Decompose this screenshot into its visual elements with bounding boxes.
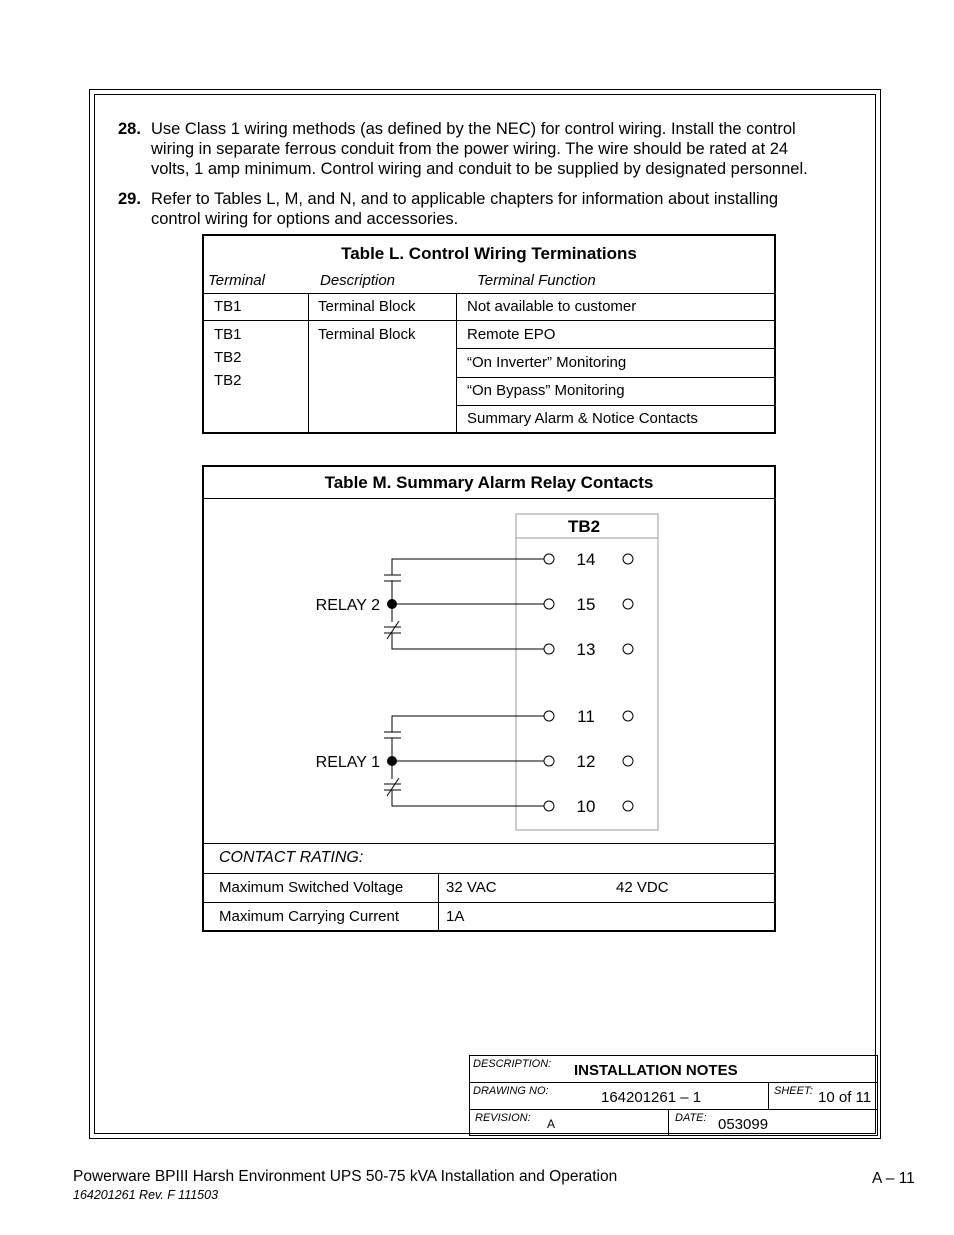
header-terminal: Terminal — [208, 272, 265, 289]
note-line: wiring in separate ferrous conduit from the power wiring. The wire should be rated at 24 — [151, 140, 789, 158]
rating-label: Maximum Switched Voltage — [219, 879, 404, 896]
table-cell: Summary Alarm & Notice Contacts — [467, 410, 698, 427]
header-function: Terminal Function — [477, 272, 596, 289]
divider — [456, 348, 774, 349]
divider — [470, 1109, 877, 1110]
title-block — [469, 1055, 878, 1136]
divider — [204, 293, 774, 294]
revision-label: REVISION: — [475, 1112, 531, 1124]
divider — [470, 1082, 877, 1083]
table-cell: TB1 — [214, 298, 242, 315]
divider — [308, 293, 309, 432]
divider — [204, 320, 774, 321]
table-m-title: Table M. Summary Alarm Relay Contacts — [324, 473, 654, 492]
terminal-left — [544, 711, 554, 721]
divider — [204, 873, 774, 874]
terminal-left — [544, 599, 554, 609]
rating-value: 42 VDC — [616, 879, 669, 896]
sheet-label: SHEET: — [774, 1085, 813, 1097]
tb2-label: TB2 — [567, 517, 601, 536]
divider — [456, 377, 774, 378]
header-description: Description — [320, 272, 396, 289]
table-cell: “On Inverter” Monitoring — [467, 354, 627, 371]
table-l — [202, 234, 776, 434]
note-28 — [118, 119, 858, 179]
relay-1-common-node — [387, 756, 397, 766]
note-line: Use Class 1 wiring methods (as defined by the NEC) for control wiring. Install the control — [151, 120, 796, 138]
contact-rating-label: CONTACT RATING: — [219, 849, 364, 866]
relay-2-label: RELAY 2 — [315, 597, 380, 614]
terminal-right — [623, 554, 633, 564]
date-label: DATE: — [675, 1112, 707, 1124]
revision-value: A — [547, 1117, 556, 1131]
divider — [456, 405, 774, 406]
table-cell: TB2 — [214, 372, 242, 389]
sheet-value: 10 of 11 — [818, 1089, 872, 1106]
terminal-right — [623, 801, 633, 811]
note-line: Refer to Tables L, M, and N, and to applicable chapters for information about installing — [151, 190, 779, 208]
note-line: control wiring for options and accessories. — [151, 210, 459, 228]
terminal-left — [544, 756, 554, 766]
relay-wiring-diagram — [204, 499, 774, 843]
drawing-no-value: 164201261 – 1 — [601, 1089, 702, 1106]
divider — [438, 873, 439, 930]
terminal-right — [623, 644, 633, 654]
description-label: DESCRIPTION: — [473, 1058, 552, 1070]
page-number: A – 11 — [872, 1170, 915, 1187]
divider — [768, 1082, 769, 1109]
terminal-left — [544, 801, 554, 811]
relay-2-common-node — [387, 599, 397, 609]
table-cell: Terminal Block — [318, 298, 416, 315]
footer-title: Powerware BPIII Harsh Environment UPS 50‑75 kVA Installation and Operation — [73, 1168, 618, 1185]
relay-1-nc-wire — [392, 790, 544, 806]
table-cell: TB2 — [214, 349, 242, 366]
terminal-left — [544, 644, 554, 654]
note-line: volts, 1 amp minimum. Control wiring and conduit to be supplied by designated personnel. — [151, 160, 808, 178]
table-l-title: Table L. Control Wiring Terminations — [341, 244, 637, 263]
terminal-number: 10 — [576, 797, 596, 816]
terminal-right — [623, 599, 633, 609]
relay-1-nc-slash — [387, 778, 399, 796]
terminal-left — [544, 554, 554, 564]
terminal-number: 15 — [576, 595, 596, 614]
table-cell: “On Bypass” Monitoring — [467, 382, 625, 399]
footer-doc-number: 164201261 Rev. F 111503 — [73, 1188, 219, 1202]
relay-2-nc-slash — [387, 621, 399, 639]
rating-value: 1A — [446, 908, 465, 925]
relay-2-no-wire — [392, 559, 544, 575]
divider — [204, 902, 774, 903]
relay-1-label: RELAY 1 — [315, 754, 380, 771]
terminal-right — [623, 756, 633, 766]
note-number: 28. — [118, 120, 141, 138]
table-cell: Terminal Block — [318, 326, 416, 343]
table-cell: TB1 — [214, 326, 242, 343]
divider — [204, 843, 774, 844]
description-value: INSTALLATION NOTES — [574, 1062, 738, 1079]
terminal-number: 12 — [576, 752, 596, 771]
terminal-right — [623, 711, 633, 721]
note-number: 29. — [118, 190, 141, 208]
date-value: 053099 — [718, 1116, 769, 1133]
divider — [668, 1109, 669, 1135]
table-cell: Remote EPO — [467, 326, 556, 343]
table-m — [202, 465, 776, 932]
divider — [456, 293, 457, 432]
terminal-number: 11 — [577, 707, 595, 726]
rating-label: Maximum Carrying Current — [219, 908, 400, 925]
relay-1-no-wire — [392, 716, 544, 732]
table-cell: Not available to customer — [467, 298, 637, 315]
relay-2-nc-wire — [392, 633, 544, 649]
rating-value: 32 VAC — [446, 879, 497, 896]
drawing-no-label: DRAWING NO: — [473, 1085, 549, 1097]
note-29 — [118, 189, 858, 229]
terminal-number: 14 — [576, 550, 596, 569]
terminal-number: 13 — [576, 640, 596, 659]
